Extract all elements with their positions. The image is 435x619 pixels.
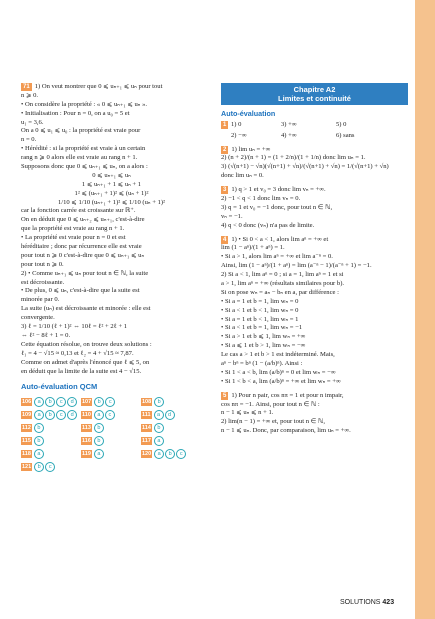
qcm-item [21,423,81,433]
ex2-line: 3) (√(n+1) − √n)(√(n+1) + √n)/(√(n+1) + √n) = 1/(√(n+1) + √n) [221,163,389,171]
ex4-line: Si on pose wₙ = aₙ − bₙ en a, par différence : [221,288,339,296]
ex71-line: 3) ℓ = 1/10 (ℓ + 1)² ⇔ 10ℓ = ℓ² + 2ℓ + 1 [21,323,128,331]
ex4-line: • Si a = 1 et b = 1, lim wₙ = 0 [221,297,299,305]
ex71-line: pour tout n ⩾ 0. [21,260,64,268]
ex71-line: On a 0 ⩽ u₁ ⩽ u₀ : la propriété est vraie pour [21,127,141,135]
ex3-line: 2) −1 < q < 1 donc lim vₙ = 0. [221,194,301,202]
qcm-question-number: 114 [142,424,151,431]
qcm-question-number: 120 [142,450,152,457]
qcm-answer-circle: a [94,410,104,420]
qcm-answer-circle: c [45,462,55,472]
ex71-math-line: 1/10 ⩽ 1/10 (uₙ₊₁ + 1)² ⩽ 1/10 (uₙ + 1)² [57,198,166,206]
qcm-answer-circle: b [34,423,44,433]
qcm-answer-circle: c [105,397,115,407]
qcm-item [21,397,81,407]
ex71-line: pour tout n ⩾ 0 c'est-à-dire que 0 ⩽ uₙ₊₁ ⩽ uₙ [21,251,145,259]
ex1-answer: 4) +∞ [281,131,297,139]
ex71-line: est décroissante. [21,278,65,286]
qcm-question-number: 113 [82,424,91,431]
ex5-line: n − 1 ⩽ uₙ. Donc, par comparaison, lim uₙ = +∞. [221,427,351,435]
ex71-line: Cette équation résolue, on trouve deux solutions : [21,340,152,348]
chapter-title: Limites et continuité [278,94,351,103]
ex1-answer: 6) sans [336,131,355,139]
ex71-line: • La propriété est vraie pour n = 0 et est [21,234,126,242]
ex71-line: • Initialisation : Pour n = 0, on a u₀ = 5 et [21,109,130,117]
ex5-line: n − 1 ⩽ uₙ ⩽ n + 1. [221,409,274,417]
qcm-question-number: 121 [22,463,32,470]
ex1-answer: 1) 0 [231,120,242,128]
ex2-line: 2) (n + 2)/(n + 1) = (1 + 2/n)/(1 + 1/n) donc lim uₙ = 1. [221,154,366,162]
qcm-answer-circle: a [34,410,44,420]
qcm-question-number: 118 [22,450,31,457]
qcm-answer-circle: a [154,410,164,420]
ex71-line: héréditaire ; donc par récurrence elle est vraie [21,243,142,251]
right-column [221,83,408,436]
ex71-line: n = 0. [21,136,37,144]
qcm-question-number: 106 [22,398,32,405]
ex71-line: que la propriété est vraie au rang n + 1. [21,225,125,233]
qcm-item [141,436,201,446]
ex4-line: • Si a > 1 et b ⩽ 1, lim wₙ = +∞ [221,333,306,341]
ex71-line: Supposons donc que 0 ⩽ uₙ₊₁ ⩽ uₙ, on a alors : [21,163,148,171]
ex71-line: On en déduit que 0 ⩽ uₙ₊₂ ⩽ uₙ₊₁, c'est-à-dire [21,216,145,224]
ex2-line: 2 1) lim uₙ = +∞ [223,145,271,153]
ex71-line: minorée par 0. [21,296,60,304]
qcm-item [21,410,81,420]
ex4-line: lim (1 − aⁿ)/(1 + aⁿ) = 1. [221,244,285,252]
qcm-answer-circle: c [105,410,115,420]
chapter-number: Chapitre A2 [293,85,336,94]
qcm-question-number: 108 [142,398,152,405]
ex3-line: 3) q = 1 et v₀ = −1 donc, pour tout n ∈ ℕ, [221,203,333,211]
qcm-answer-circle: b [154,423,164,433]
qcm-answer-grid [21,397,202,472]
footer-label: SOLUTIONS [340,599,381,606]
qcm-item [21,462,81,472]
ex71-line: convergente. [21,314,55,322]
qcm-item [21,436,81,446]
qcm-item [81,410,141,420]
qcm-answer-circle: c [56,397,66,407]
qcm-item [141,423,201,433]
ex1-answer: 3) +∞ [281,120,297,128]
exercise-number-3: 3 [223,187,227,194]
exercise-number-5: 5 [223,392,227,399]
ex1-answer: 2) −∞ [231,131,247,139]
ex5-line: 5 1) Pour n pair, cos nπ = 1 et pour n impair, [223,391,344,399]
qcm-question-number: 111 [142,411,151,418]
qcm-item [81,436,141,446]
ex4-line: • Si 1 < a < b, lim (a/b)ⁿ = 0 et lim wₙ = −∞ [221,368,336,376]
ex4-line: • Si a > 1, alors lim aⁿ = +∞ et lim a⁻ⁿ = 0. [221,253,333,261]
ex71-math-line: 1 ⩽ uₙ₊₁ + 1 ⩽ uₙ + 1 [81,180,142,188]
ex71-line: La suite (uₙ) est décroissante et minorée : elle est [21,305,151,313]
ex4-line: • Si 1 < b < a, lim (a/b)ⁿ = +∞ et lim wₙ = +∞ [221,377,341,385]
qcm-answer-circle: b [94,397,104,407]
exercise-number-71: 71 [23,84,30,90]
qcm-answer-circle: b [45,397,55,407]
section-title: Auto-évaluation [221,109,276,118]
qcm-answer-circle: b [45,410,55,420]
page-number: 423 [382,599,395,606]
ex71-line: Comme on admet d'après l'énoncé que ℓ ⩽ 5, on [21,358,150,366]
qcm-item [141,449,201,459]
qcm-item [21,449,81,459]
page-footer [340,598,394,607]
qcm-question-number: 107 [82,398,92,405]
ex4-line: • Si a < 1 et b = 1, lim wₙ = −1 [221,324,303,332]
left-column [21,83,202,472]
ex4-line: aⁿ − bⁿ = bⁿ (1 − (a/b)ⁿ). Ainsi : [221,359,303,367]
ex4-line: a > 1, lim aⁿ = +∞ (résultats similaires pour b). [221,279,345,287]
ex4-line: • Si a = 1 et b < 1, lim wₙ = 1 [221,315,299,323]
ex71-line: 2) • Comme uₙ₊₁ ⩽ uₙ pour tout n ∈ ℕ, la suite [21,269,149,277]
ex4-line: 2) Si a < 1, lim aⁿ = 0 ; si a = 1, lim aⁿ = 1 et si [221,271,344,279]
ex71-line: rang n ⩾ 0 alors elle est vraie au rang n + 1. [21,154,138,162]
ex71-math-line: 0 ⩽ uₙ₊₁ ⩽ uₙ [92,171,131,179]
ex3-line: vₙ = −1. [221,212,243,220]
qcm-answer-circle: c [176,449,186,459]
qcm-question-number: 119 [82,450,91,457]
ex71-line: • De plus, 0 ⩽ uₙ, c'est-à-dire que la suite est [21,287,140,295]
ex71-line-0: 71 1) On veut montrer que 0 ⩽ uₙ₊₁ ⩽ uₙ pour tout [23,83,163,90]
ex71-line: n ⩾ 0. [21,91,39,99]
ex71-line: car la fonction carrée est croissante sur ℝ⁺. [21,207,136,215]
qcm-answer-circle: b [165,449,175,459]
ex1-answer: 5) 0 [336,120,347,128]
qcm-question-number: 109 [22,411,32,418]
qcm-answer-circle: d [165,410,175,420]
ex71-line: u₁ = 3,6. [21,118,44,126]
qcm-question-number: 115 [22,437,31,444]
qcm-answer-circle: b [154,397,164,407]
qcm-answer-circle: a [154,449,164,459]
qcm-answer-circle: b [34,462,44,472]
qcm-item [141,397,201,407]
exercise-number-4: 4 [223,236,227,243]
qcm-answer-circle: a [34,397,44,407]
qcm-question-number: 117 [142,437,151,444]
ex3-line: 4) q < 0 donc (vₙ) n'a pas de limite. [221,221,315,229]
ex4-line: Ainsi, lim (1 − aⁿ)/(1 + aⁿ) = lim (a⁻ⁿ − 1)/(a⁻ⁿ + 1) = −1. [221,262,372,270]
ex71-line: en déduit que la limite de la suite est 4 − √15. [21,367,142,375]
chapter-header [221,83,408,105]
side-color-band [415,0,435,619]
ex71-line: • Hérédité : si la propriété est vraie à un certain [21,145,146,153]
qcm-answer-circle: d [67,410,77,420]
qcm-item [141,410,201,420]
ex4-line: • Si a < 1 et b < 1, lim wₙ = 0 [221,306,299,314]
qcm-question-number: 116 [82,437,91,444]
ex5-line: cos nπ = −1. Ainsi, pour tout n ∈ ℕ : [221,400,320,408]
qcm-question-number: 110 [82,411,91,418]
ex71-line: ⇔ ℓ² − 8ℓ + 1 = 0. [21,331,71,339]
qcm-answer-circle: b [34,436,44,446]
qcm-item [81,449,141,459]
ex4-line: Le cas a > 1 et b > 1 est indéterminé. Mais, [221,351,335,359]
qcm-answer-circle: c [56,410,66,420]
qcm-answer-circle: a [94,449,104,459]
ex71-math-line: 1² ⩽ (uₙ₊₁ + 1)² ⩽ (uₙ + 1)² [74,189,149,197]
qcm-answer-circle: d [67,397,77,407]
ex71-line: ℓ₁ = 4 − √15 ≈ 0,13 et ℓ₂ = 4 + √15 ≈ 7,87. [21,349,134,357]
exercise-number-1: 1 [223,122,227,129]
ex71-line: • On considère la propriété : « 0 ⩽ uₙ₊₁ ⩽ uₙ ». [21,100,148,108]
qcm-answer-circle: b [94,436,104,446]
ex4-line: • Si a ⩽ 1 et b > 1, lim wₙ = −∞ [221,342,306,350]
exercise-number-2: 2 [223,146,227,153]
ex5-line: 2) lim(n − 1) = +∞ et, pour tout n ∈ ℕ, [221,418,325,426]
qcm-answer-circle: b [94,423,104,433]
ex4-line: 4 1) • Si 0 < a < 1, alors lim aⁿ = +∞ et [223,235,329,243]
qcm-item [81,423,141,433]
qcm-item [81,397,141,407]
qcm-title: Auto-évaluation QCM [21,382,98,392]
ex1-answers [221,121,408,141]
ex2-line: donc lim uₙ = 0. [221,172,264,180]
qcm-question-number: 112 [22,424,31,431]
qcm-answer-circle: a [34,449,44,459]
ex3-line: 3 1) q > 1 et v₀ = 3 donc lim vₙ = +∞. [223,186,326,194]
qcm-answer-circle: a [154,436,164,446]
